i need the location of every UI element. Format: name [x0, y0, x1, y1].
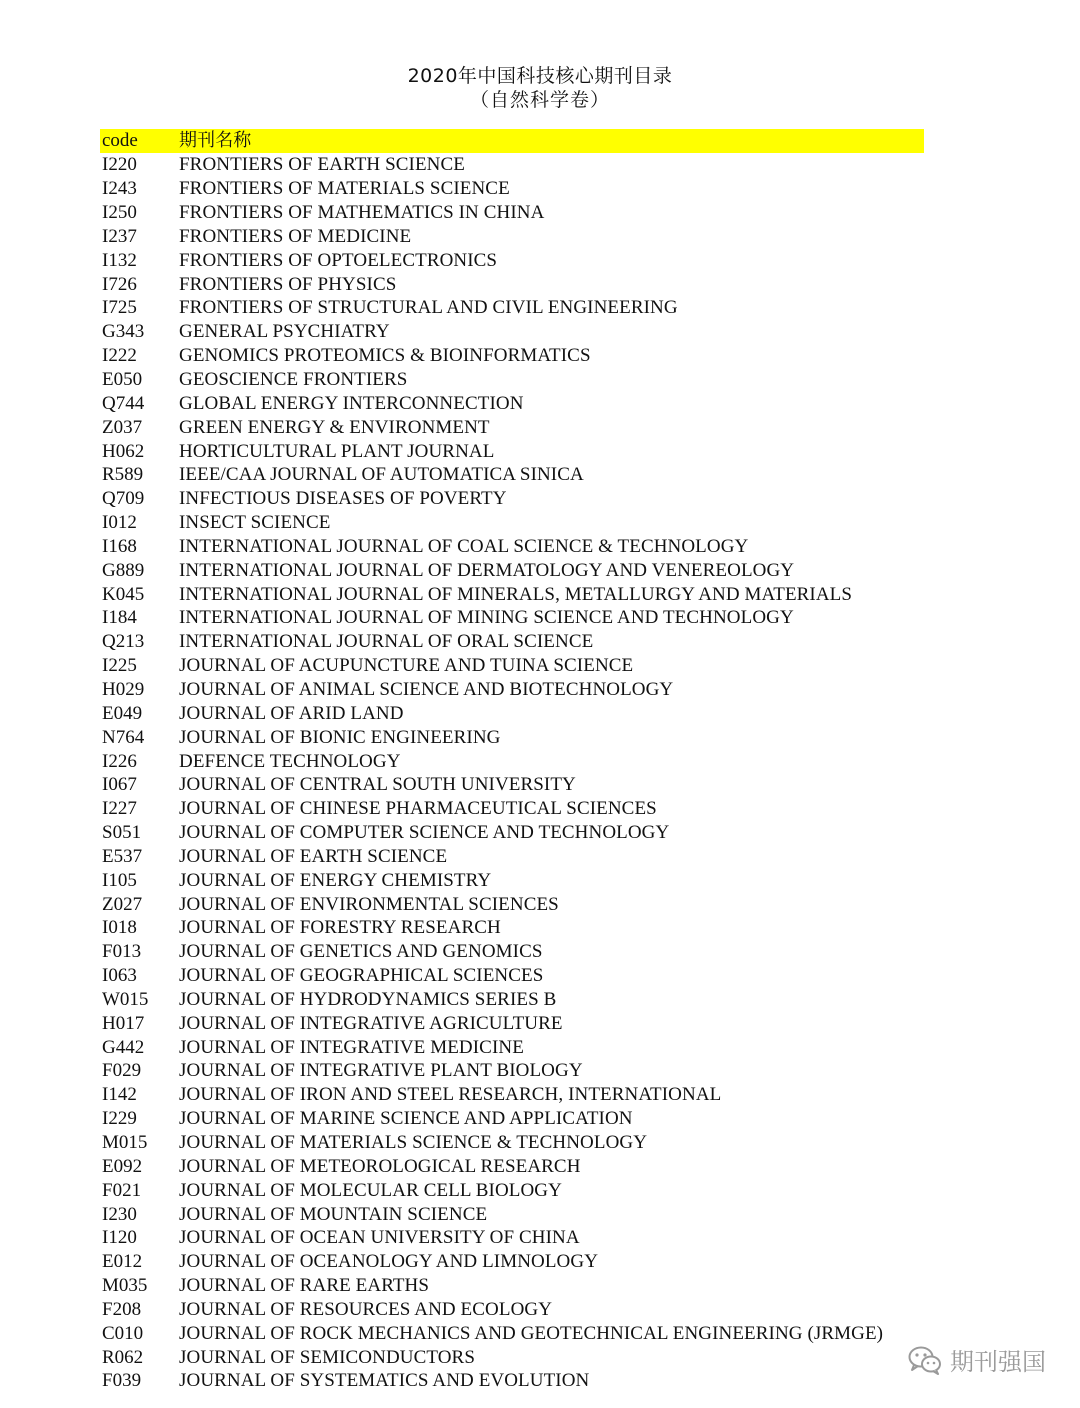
journal-code: M015 [102, 1132, 148, 1154]
journal-name: JOURNAL OF MATERIALS SCIENCE & TECHNOLOGY [179, 1132, 648, 1154]
journal-code: I067 [102, 774, 137, 796]
journal-name: JOURNAL OF EARTH SCIENCE [179, 845, 448, 867]
journal-code: I250 [102, 202, 137, 224]
journal-code: Z027 [102, 893, 143, 915]
table-row [100, 248, 924, 272]
watermark [908, 1342, 1046, 1377]
table-row [100, 1011, 924, 1035]
journal-code: C010 [102, 1322, 144, 1344]
journal-code: E049 [102, 702, 143, 724]
table-row [100, 1226, 924, 1250]
journal-code: H017 [102, 1012, 145, 1034]
table-body [100, 153, 924, 1393]
journal-table [100, 129, 924, 1393]
table-row [100, 558, 924, 582]
journal-code: I132 [102, 249, 137, 271]
journal-code: G889 [102, 559, 145, 581]
journal-code: E012 [102, 1251, 143, 1273]
table-row [100, 153, 924, 177]
journal-code: E537 [102, 845, 143, 867]
journal-code: I230 [102, 1203, 137, 1225]
document-subtitle: （自然科学卷） [469, 89, 610, 111]
journal-code: F013 [102, 941, 142, 963]
header-name: 期刊名称 [179, 130, 252, 151]
journal-name: JOURNAL OF RARE EARTHS [179, 1275, 430, 1297]
table-row [100, 177, 924, 201]
journal-code: S051 [102, 822, 142, 844]
table-row [100, 821, 924, 845]
journal-name: JOURNAL OF SEMICONDUCTORS [179, 1346, 475, 1368]
journal-name: JOURNAL OF GEOGRAPHICAL SCIENCES [179, 965, 544, 987]
table-row [100, 725, 924, 749]
journal-name: FRONTIERS OF OPTOELECTRONICS [179, 249, 498, 271]
table-row [100, 1274, 924, 1298]
journal-name: JOURNAL OF MOUNTAIN SCIENCE [179, 1203, 488, 1225]
journal-code: I227 [102, 798, 137, 820]
table-row [100, 844, 924, 868]
journal-code: W015 [102, 988, 149, 1010]
document-title: 2020年中国科技核心期刊目录 [407, 65, 673, 87]
journal-code: Q709 [102, 488, 145, 510]
table-row [100, 511, 924, 535]
journal-code: N764 [102, 726, 145, 748]
journal-code: K045 [102, 583, 145, 605]
journal-name: GLOBAL ENERGY INTERCONNECTION [179, 392, 524, 414]
journal-code: I120 [102, 1227, 137, 1249]
journal-name: JOURNAL OF METEOROLOGICAL RESEARCH [179, 1155, 581, 1177]
journal-name: JOURNAL OF ACUPUNCTURE AND TUINA SCIENCE [179, 655, 634, 677]
table-row [100, 654, 924, 678]
table-row [100, 535, 924, 559]
journal-name: JOURNAL OF INTEGRATIVE MEDICINE [179, 1036, 524, 1058]
journal-code: I225 [102, 655, 137, 677]
journal-code: H062 [102, 440, 145, 462]
journal-name: JOURNAL OF ENERGY CHEMISTRY [179, 869, 492, 891]
table-row [100, 1131, 924, 1155]
journal-code: Q213 [102, 631, 145, 653]
table-row [100, 1298, 924, 1322]
journal-name: JOURNAL OF FORESTRY RESEARCH [179, 917, 501, 939]
journal-name: INSECT SCIENCE [179, 512, 331, 534]
journal-code: F208 [102, 1298, 142, 1320]
table-row [100, 797, 924, 821]
journal-name: JOURNAL OF ENVIRONMENTAL SCIENCES [179, 893, 559, 915]
journal-code: I726 [102, 273, 137, 295]
table-row [100, 606, 924, 630]
journal-name: JOURNAL OF HYDRODYNAMICS SERIES B [179, 988, 557, 1010]
journal-name: JOURNAL OF INTEGRATIVE AGRICULTURE [179, 1012, 563, 1034]
journal-name: FRONTIERS OF STRUCTURAL AND CIVIL ENGINEERING [179, 297, 678, 319]
journal-code: I105 [102, 869, 137, 891]
journal-name: JOURNAL OF ROCK MECHANICS AND GEOTECHNICAL ENGINEERING (JRMGE) [179, 1322, 884, 1344]
journal-name: GENERAL PSYCHIATRY [179, 321, 390, 343]
table-row [100, 272, 924, 296]
table-row [100, 320, 924, 344]
journal-name: GEOSCIENCE FRONTIERS [179, 369, 408, 391]
journal-code: I142 [102, 1084, 137, 1106]
journal-code: F029 [102, 1060, 142, 1082]
journal-code: I226 [102, 750, 137, 772]
journal-name: FRONTIERS OF MATHEMATICS IN CHINA [179, 202, 545, 224]
journal-name: GENOMICS PROTEOMICS & BIOINFORMATICS [179, 345, 591, 367]
journal-name: INTERNATIONAL JOURNAL OF MINERALS, METALLURGY AND MATERIALS [179, 583, 853, 605]
journal-code: F039 [102, 1370, 142, 1392]
table-row [100, 1321, 924, 1345]
journal-name: JOURNAL OF BIONIC ENGINEERING [179, 726, 501, 748]
journal-code: I229 [102, 1108, 137, 1130]
table-row [100, 582, 924, 606]
table-row [100, 940, 924, 964]
table-row [100, 225, 924, 249]
journal-name: JOURNAL OF CHINESE PHARMACEUTICAL SCIENCES [179, 798, 657, 820]
journal-code: I184 [102, 607, 137, 629]
journal-code: R062 [102, 1346, 144, 1368]
table-row [100, 344, 924, 368]
journal-name: INTERNATIONAL JOURNAL OF ORAL SCIENCE [179, 631, 594, 653]
journal-name: FRONTIERS OF MATERIALS SCIENCE [179, 178, 510, 200]
journal-code: E050 [102, 369, 143, 391]
header-code: code [102, 130, 138, 151]
table-row [100, 487, 924, 511]
journal-name: FRONTIERS OF EARTH SCIENCE [179, 154, 465, 176]
table-row [100, 296, 924, 320]
table-row [100, 773, 924, 797]
journal-name: JOURNAL OF INTEGRATIVE PLANT BIOLOGY [179, 1060, 583, 1082]
table-row [100, 964, 924, 988]
journal-code: I168 [102, 535, 137, 557]
table-row [100, 1083, 924, 1107]
journal-name: JOURNAL OF MARINE SCIENCE AND APPLICATION [179, 1108, 633, 1130]
journal-code: I063 [102, 965, 137, 987]
journal-code: R589 [102, 464, 144, 486]
journal-name: INFECTIOUS DISEASES OF POVERTY [179, 488, 507, 510]
journal-code: G343 [102, 321, 145, 343]
journal-name: FRONTIERS OF PHYSICS [179, 273, 397, 295]
table-row [100, 201, 924, 225]
journal-code: I725 [102, 297, 137, 319]
journal-name: HORTICULTURAL PLANT JOURNAL [179, 440, 495, 462]
table-row [100, 391, 924, 415]
table-row [100, 892, 924, 916]
journal-name: DEFENCE TECHNOLOGY [179, 750, 401, 772]
table-row [100, 916, 924, 940]
journal-name: INTERNATIONAL JOURNAL OF DERMATOLOGY AND VENEREOLOGY [179, 559, 795, 581]
table-row [100, 1250, 924, 1274]
journal-name: INTERNATIONAL JOURNAL OF COAL SCIENCE & TECHNOLOGY [179, 535, 749, 557]
journal-code: G442 [102, 1036, 145, 1058]
journal-name: JOURNAL OF GENETICS AND GENOMICS [179, 941, 543, 963]
journal-name: INTERNATIONAL JOURNAL OF MINING SCIENCE AND TECHNOLOGY [179, 607, 794, 629]
journal-code: I222 [102, 345, 137, 367]
table-row [100, 463, 924, 487]
journal-code: I237 [102, 225, 137, 247]
journal-name: JOURNAL OF MOLECULAR CELL BIOLOGY [179, 1179, 562, 1201]
table-row [100, 1178, 924, 1202]
table-row [100, 749, 924, 773]
journal-code: E092 [102, 1155, 143, 1177]
journal-name: IEEE/CAA JOURNAL OF AUTOMATICA SINICA [179, 464, 584, 486]
journal-name: FRONTIERS OF MEDICINE [179, 225, 412, 247]
table-row [100, 678, 924, 702]
journal-name: JOURNAL OF RESOURCES AND ECOLOGY [179, 1298, 553, 1320]
journal-name: JOURNAL OF COMPUTER SCIENCE AND TECHNOLOGY [179, 822, 670, 844]
journal-code: M035 [102, 1275, 148, 1297]
journal-code: I012 [102, 512, 137, 534]
journal-code: I018 [102, 917, 137, 939]
table-row [100, 630, 924, 654]
table-row [100, 439, 924, 463]
journal-code: Q744 [102, 392, 145, 414]
journal-name: JOURNAL OF IRON AND STEEL RESEARCH, INTERNATIONAL [179, 1084, 722, 1106]
journal-code: H029 [102, 678, 145, 700]
journal-name: JOURNAL OF SYSTEMATICS AND EVOLUTION [179, 1370, 590, 1392]
table-row [100, 1369, 924, 1393]
wechat-icon [908, 1345, 942, 1375]
journal-name: JOURNAL OF ANIMAL SCIENCE AND BIOTECHNOLOGY [179, 678, 674, 700]
table-row [100, 1345, 924, 1369]
journal-name: GREEN ENERGY & ENVIRONMENT [179, 416, 490, 438]
table-row [100, 1059, 924, 1083]
table-row [100, 1107, 924, 1131]
table-row [100, 868, 924, 892]
journal-code: Z037 [102, 416, 143, 438]
journal-code: I243 [102, 178, 137, 200]
table-row [100, 1035, 924, 1059]
watermark-text: 期刊强国 [950, 1348, 1046, 1376]
table-row [100, 701, 924, 725]
journal-name: JOURNAL OF OCEANOLOGY AND LIMNOLOGY [179, 1251, 599, 1273]
journal-code: F021 [102, 1179, 142, 1201]
table-row [100, 415, 924, 439]
journal-name: JOURNAL OF ARID LAND [179, 702, 404, 724]
journal-name: JOURNAL OF OCEAN UNIVERSITY OF CHINA [179, 1227, 580, 1249]
table-header-row [100, 129, 924, 153]
table-row [100, 1154, 924, 1178]
journal-name: JOURNAL OF CENTRAL SOUTH UNIVERSITY [179, 774, 576, 796]
journal-code: I220 [102, 154, 137, 176]
table-row [100, 988, 924, 1012]
table-row [100, 1202, 924, 1226]
table-row [100, 368, 924, 392]
